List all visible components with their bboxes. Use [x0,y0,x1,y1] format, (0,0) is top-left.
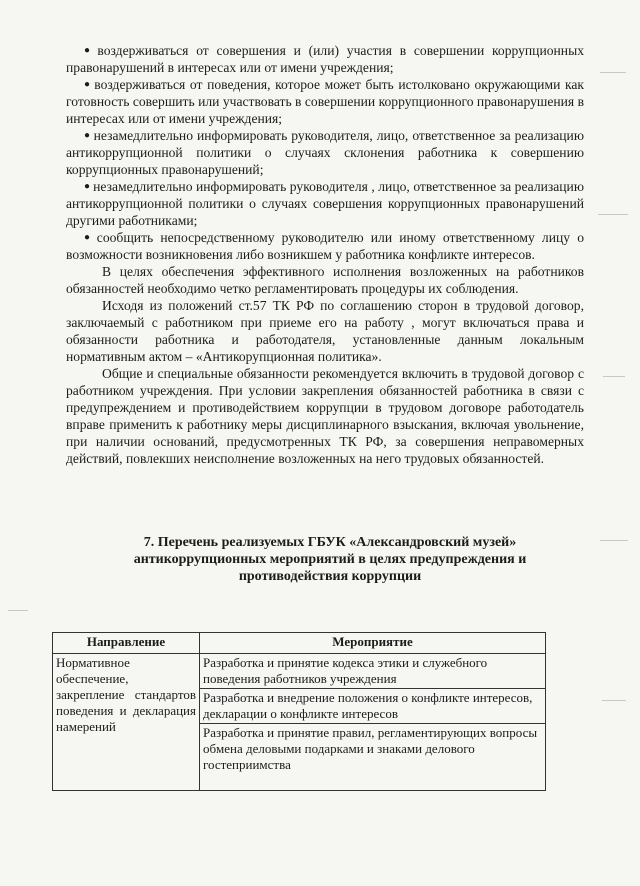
bullet-dot-icon: ● [84,130,91,141]
scan-mark [598,214,628,215]
scan-mark [600,72,626,73]
table-header-row [53,633,546,654]
bullet-item: ● воздерживаться от совершения и (или) участия в совершении коррупционных правонарушений в интересах или от имени учреждения; [66,43,585,75]
measure-cell: Разработка и принятие правил, регламентирующих вопросы обмена деловыми подарками и знаками делового гостеприимства [200,724,546,791]
obligations-list [66,42,584,467]
measures-table [52,632,546,791]
section-heading-line: 7. Перечень реализуемых ГБУК «Александровский музей» [143,535,517,550]
bullet-dot-icon: ● [84,232,94,243]
body-paragraph: В целях обеспечения эффективного исполнения возложенных на работников обязанностей необходимо четко регламентировать процедуры их соблюдения. [66,264,584,296]
section-heading-line: антикоррупционных мероприятий в целях предупреждения и [133,552,527,567]
scan-mark [603,376,625,377]
column-header-direction: Направление [53,633,200,654]
body-paragraph: Общие и специальные обязанности рекомендуется включить в трудовой договор с работником учреждения. При условии закрепления обязанностей работника в связи с предупреждением и противодействием коррупции в трудовом договоре работодатель вправе применить к работнику меры дисциплинарного взыскания, включая увольнение, при наличии оснований, предусмотренных ТК РФ, за совершения неправомерных действий, повлекших неисполнение возложенных на него трудовых обязанностей. [66,366,584,466]
bullet-item: ● незамедлительно информировать руководителя, лицо, ответственное за реализацию антикоррупционной политики о случаях склонения работника к совершению коррупционных правонарушений; [66,128,584,177]
measure-cell: Разработка и внедрение положения о конфликте интересов, декларации о конфликте интересов [200,689,546,724]
bullet-dot-icon: ● [84,79,92,90]
bullet-item: ● незамедлительно информировать руководителя , лицо, ответственное за реализацию антикоррупционной политики о случаях совершения коррупционных правонарушений другими работниками; [66,179,584,228]
scan-mark [602,700,626,701]
section-heading-line: противодействия коррупции [238,569,422,584]
scan-mark [8,610,28,611]
bullet-item: ● сообщить непосредственному руководителю или иному ответственному лицу о возможности возникновения либо возникшем у работника конфликте интересов. [66,230,584,262]
measure-cell: Разработка и принятие кодекса этики и служебного поведения работников учреждения [200,654,546,689]
column-header-measure: Мероприятие [200,633,546,654]
section-heading [100,534,560,585]
bullet-dot-icon: ● [84,45,95,56]
direction-cell: Нормативное обеспечение, закрепление стандартов поведения и декларация намерений [53,654,200,791]
table-row [53,654,546,689]
scan-mark [600,540,628,541]
bullet-item: ● воздерживаться от поведения, которое может быть истолковано окружающими как готовность совершить или участвовать в совершении коррупционного правонарушения в интересах или от имени учреждения; [66,77,585,126]
bullet-dot-icon: ● [84,181,91,192]
body-paragraph: Исходя из положений ст.57 ТК РФ по соглашению сторон в трудовой договор, заключаемый с работником при приеме его на работу , могут включаться права и обязанности работника и работодателя, установленные данным локальным нормативным актом – «Антикорупционная политика». [66,298,584,364]
